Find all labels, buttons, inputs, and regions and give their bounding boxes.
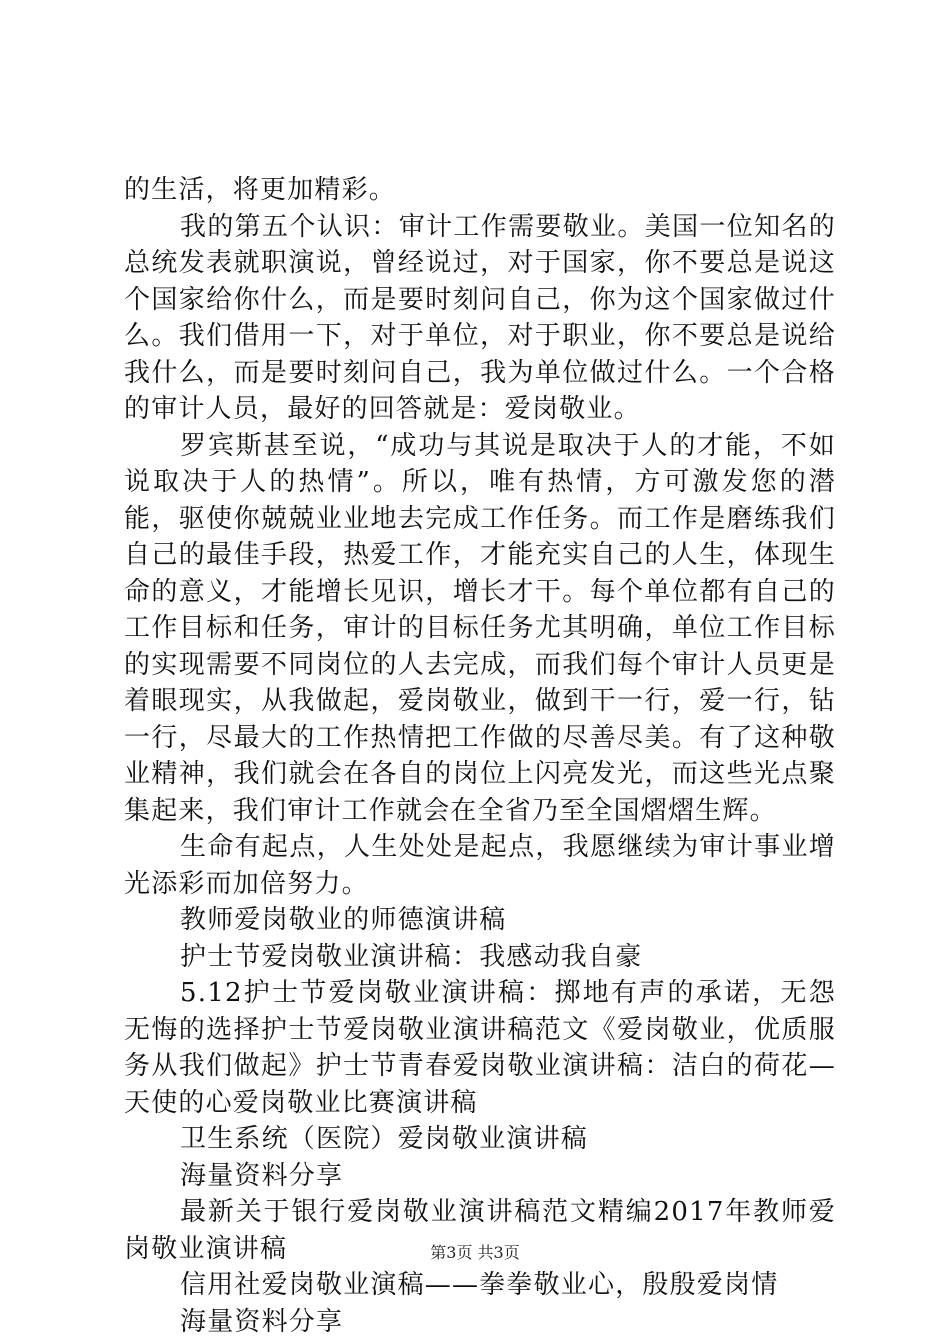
document-body (124, 172, 836, 1340)
paragraph: 卫生系统（医院）爱岗敬业演讲稿 (180, 1124, 589, 1154)
paragraph: 海量资料分享 (180, 1160, 344, 1191)
paragraph: 5.12护士节爱岗敬业演讲稿：掷地有声的承诺，无怨无悔的选择护士节爱岗敬业演讲稿范文《爱岗敬业，优质服务从我们做起》护士节青春爱岗敬业演讲稿：洁白的荷花—天使的心爱岗敬业比赛演讲稿 (124, 978, 836, 1118)
paragraph: 的生活，将更加精彩。 (124, 175, 397, 205)
paragraph: 海量资料分享 (180, 1306, 344, 1337)
paragraph: 罗宾斯甚至说，“成功与其说是取决于人的才能，不如说取决于人的热情”。所以，唯有热情，方可激发您的潜能，驱使你兢兢业业地去完成工作任务。而工作是磨练我们自己的最佳手段，热爱工作，才能充实自己的人生，体现生命的意义，才能增长见识，增长才干。每个单位都有自己的工作目标和任务，审计的目标任务尤其明确，单位工作目标的实现需要不同岗位的人去完成，而我们每个审计人员更是着眼现实，从我做起，爱岗敬业，做到干一行，爱一行，钻一行，尽最大的工作热情把工作做的尽善尽美。有了这种敬业精神，我们就会在各自的岗位上闪亮发光，而这些光点聚集起来，我们审计工作就会在全省乃至全国熠熠生辉。 (124, 430, 836, 826)
paragraph: 生命有起点，人生处处是起点，我愿继续为审计事业增光添彩而加倍努力。 (124, 832, 836, 899)
paragraph: 我的第五个认识：审计工作需要敬业。美国一位知名的总统发表就职演说，曾经说过，对于国家，你不要总是说这个国家给你什么，而是要时刻问自己，你为这个国家做过什么。我们借用一下，对于单位，对于职业，你不要总是说给我什么，而是要时刻问自己，我为单位做过什么。一个合格的审计人员，最好的回答就是：爱岗敬业。 (124, 211, 836, 424)
paragraph: 最新关于银行爱岗敬业演讲稿范文精编2017年教师爱岗敬业演讲稿 (124, 1197, 836, 1264)
paragraph: 护士节爱岗敬业演讲稿：我感动我自豪 (180, 941, 643, 972)
paragraph: 教师爱岗敬业的师德演讲稿 (180, 905, 507, 935)
paragraph: 信用社爱岗敬业演稿——拳拳敬业心，殷殷爱岗情 (180, 1270, 779, 1300)
page-footer: 第3页 共3页 (430, 1243, 520, 1262)
